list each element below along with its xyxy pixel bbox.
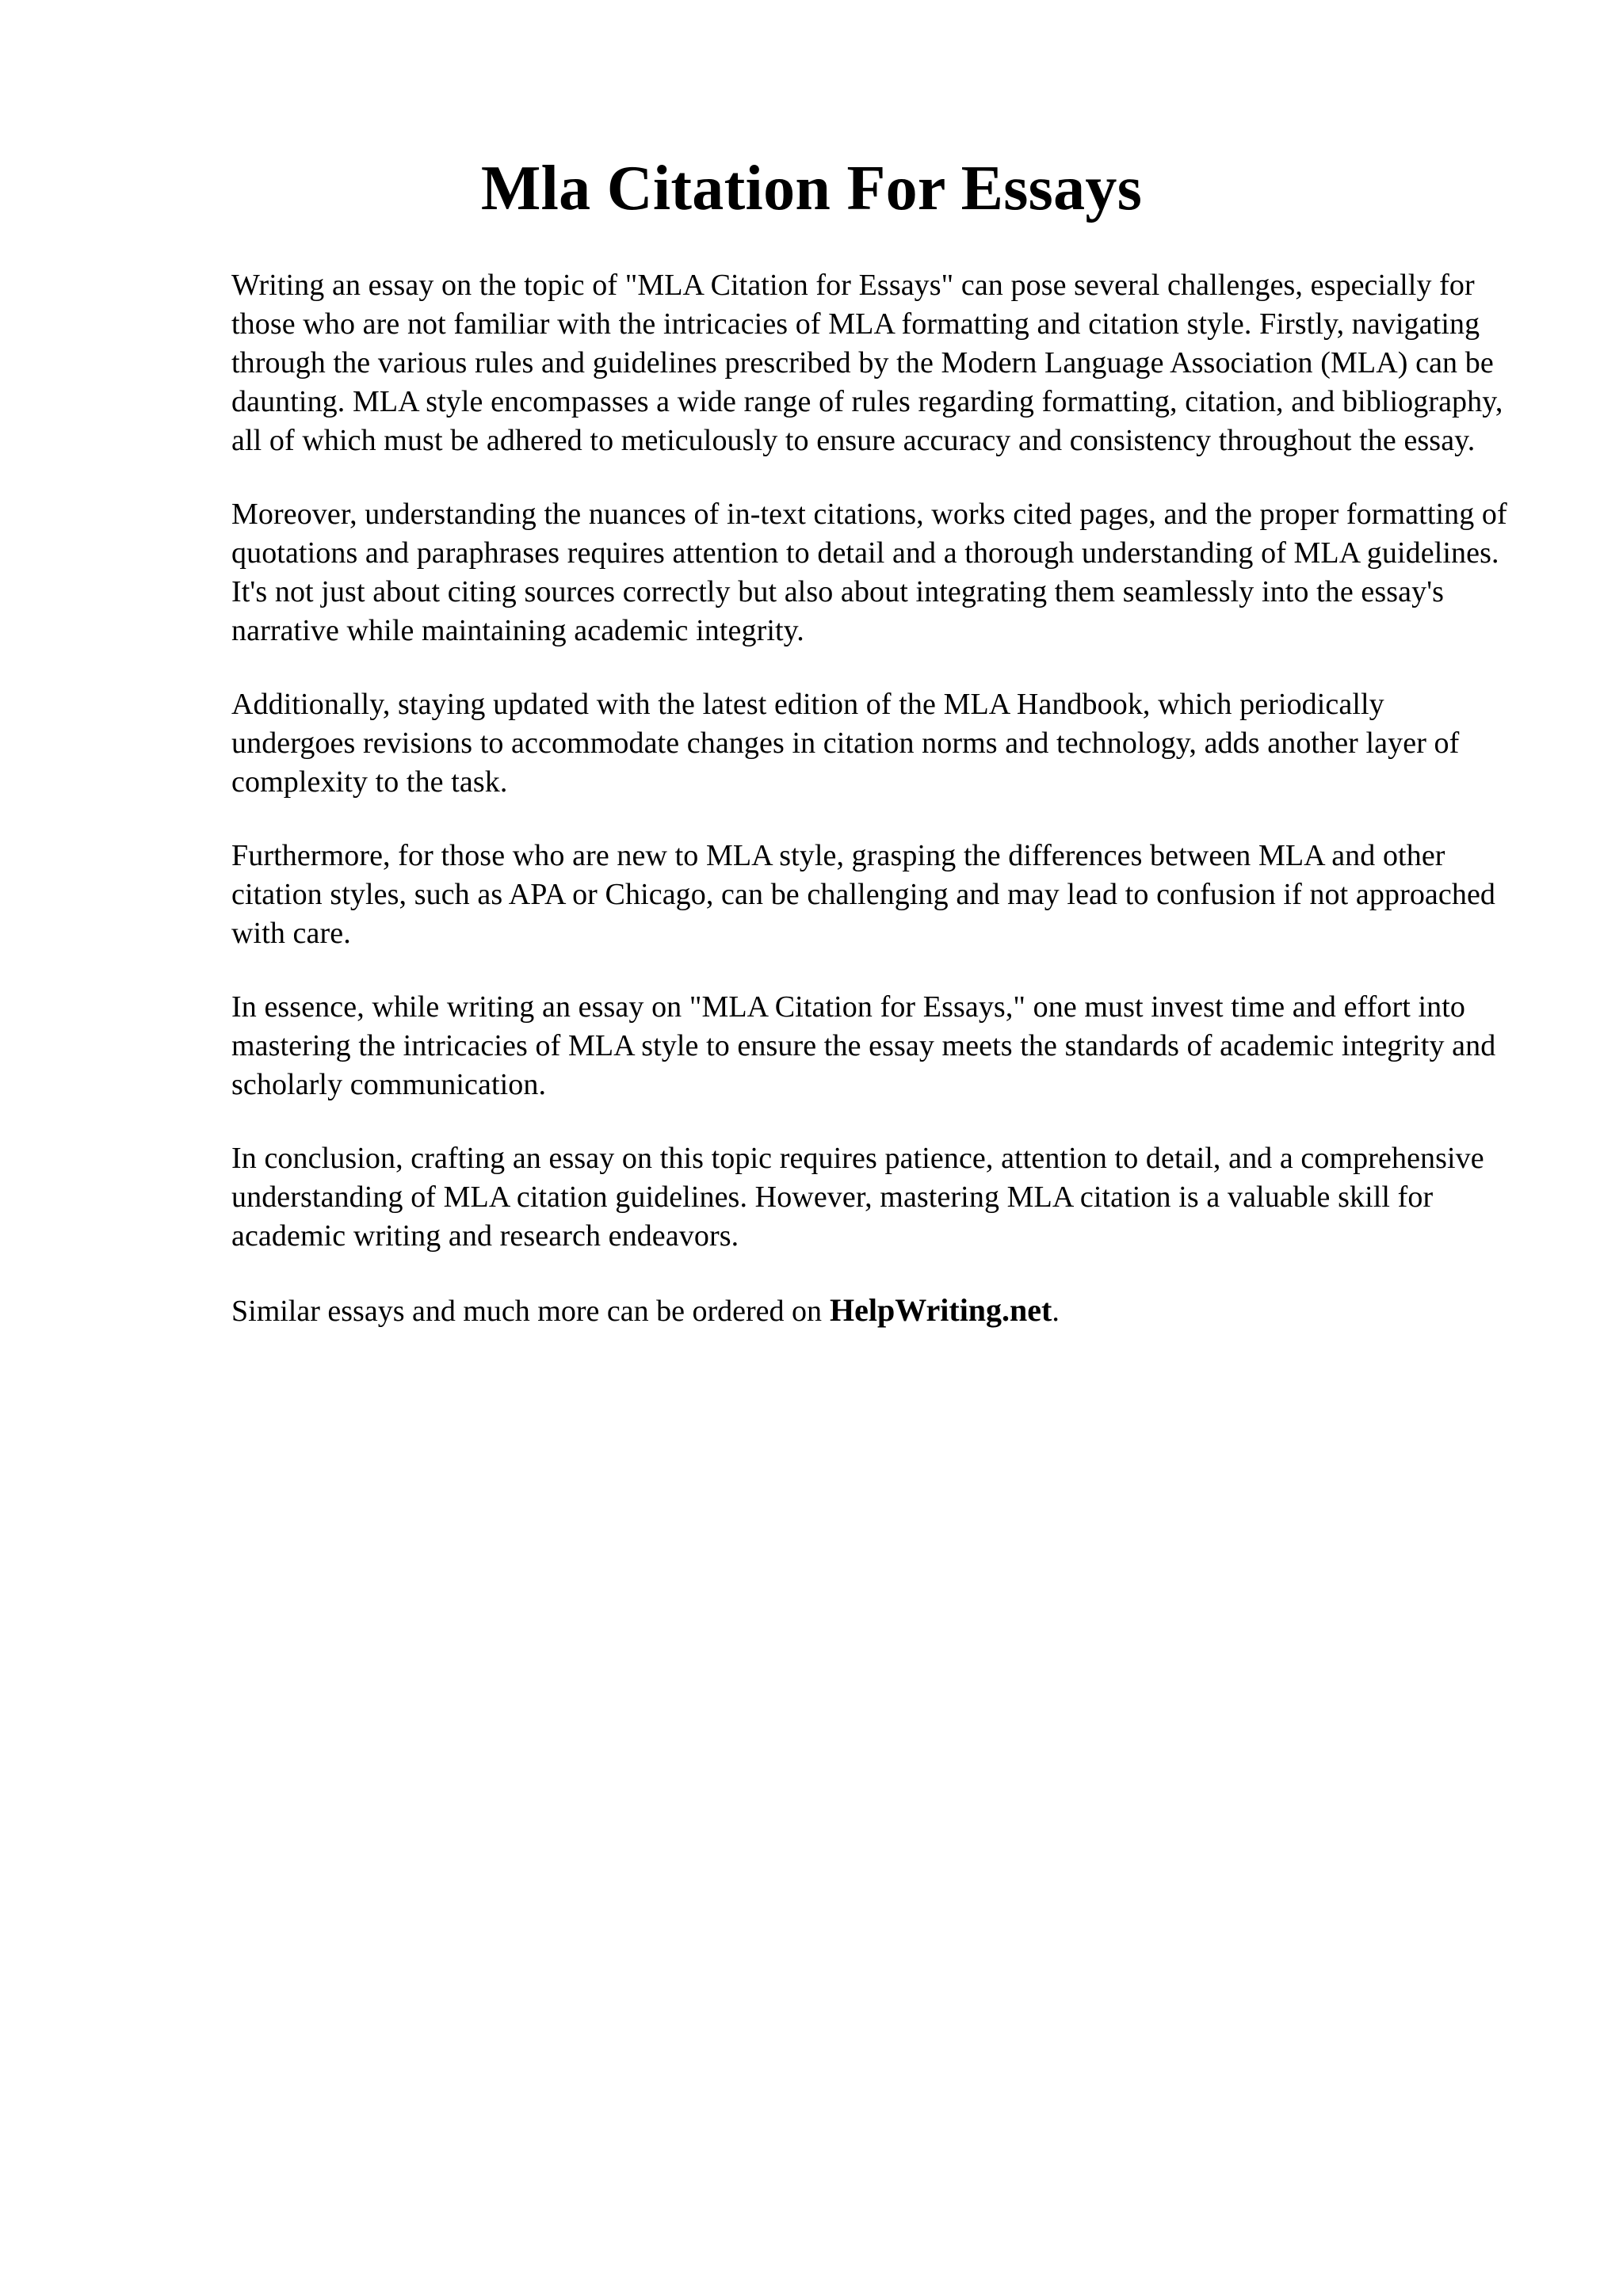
document-body	[231, 266, 1507, 1331]
paragraph-3: Additionally, staying updated with the latest edition of the MLA Handbook, which periodically undergoes revisions to accommodate changes in citation norms and technology, adds another layer of complexity to the task.	[231, 688, 1460, 799]
paragraph-2: Moreover, understanding the nuances of in-text citations, works cited pages, and the proper formatting of quotations and paraphrases requires attention to detail and a thorough understanding of MLA guidelines. It's not just about citing sources correctly but also about integrating them seamlessly into the essay's narrative while maintaining academic integrity.	[231, 498, 1507, 647]
footer-period: .	[1052, 1295, 1060, 1328]
paragraph-4: Furthermore, for those who are new to MLA style, grasping the differences between MLA and other citation styles, such as APA or Chicago, can be challenging and may lead to confusion if not approached with care.	[231, 839, 1496, 950]
paragraph-5: In essence, while writing an essay on "MLA Citation for Essays," one must invest time and effort into mastering the intricacies of MLA style to ensure the essay meets the standards of academic integrity and scholarly communication.	[231, 990, 1496, 1101]
paragraph-6: In conclusion, crafting an essay on this topic requires patience, attention to detail, and a comprehensive understanding of MLA citation guidelines. However, mastering MLA citation is a valuable skill for academic writing and research endeavors.	[231, 1142, 1484, 1253]
document-title: Mla Citation For Essays	[480, 154, 1143, 223]
helpwriting-link[interactable]: HelpWriting.net	[830, 1292, 1052, 1328]
paragraph-1: Writing an essay on the topic of "MLA Citation for Essays" can pose several challenges, especially for those who are not familiar with the intricacies of MLA formatting and citation style. Firstly, navigating through the various rules and guidelines prescribed by the Modern Language Association (MLA) can be daunting. MLA style encompasses a wide range of rules regarding formatting, citation, and bibliography, all of which must be adhered to meticulously to ensure accuracy and consistency throughout the essay.	[231, 269, 1503, 457]
footer-line	[231, 1291, 1507, 1331]
footer-text: Similar essays and much more can be ordered on	[231, 1295, 822, 1328]
